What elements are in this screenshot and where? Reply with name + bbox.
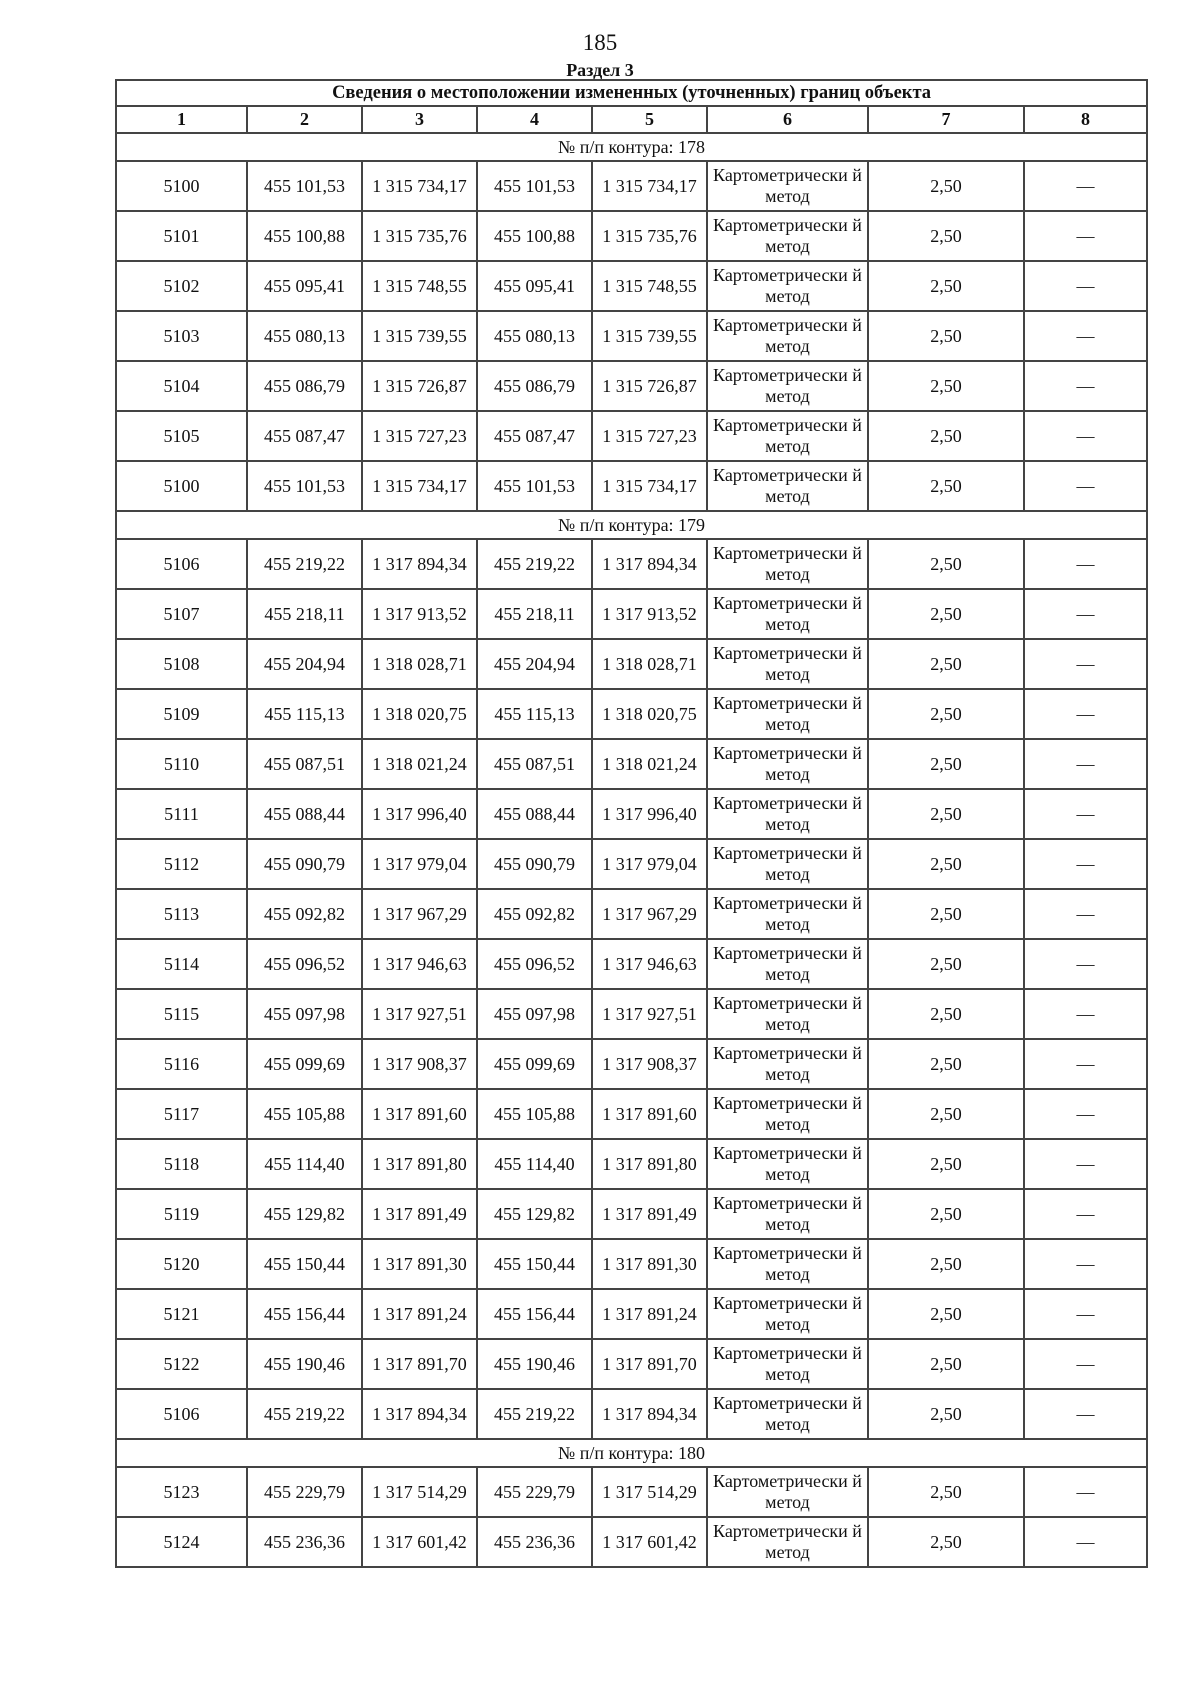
- table-row: [116, 639, 1147, 689]
- table-row: [116, 1289, 1147, 1339]
- point-number-cell: 5121: [116, 1289, 247, 1339]
- y-new-cell: 1 317 894,34: [592, 1389, 707, 1439]
- table-row: [116, 989, 1147, 1039]
- method-cell: Картометрически й метод: [707, 639, 868, 689]
- description-cell: —: [1024, 1039, 1147, 1089]
- column-header-row: [116, 106, 1147, 133]
- column-header: 1: [116, 106, 247, 133]
- table-row: [116, 411, 1147, 461]
- method-cell: Картометрически й метод: [707, 889, 868, 939]
- point-number-cell: 5103: [116, 311, 247, 361]
- x-old-cell: 455 100,88: [247, 211, 362, 261]
- page-number: 185: [582, 30, 618, 55]
- description-cell: —: [1024, 1339, 1147, 1389]
- method-cell: Картометрически й метод: [707, 839, 868, 889]
- x-new-cell: 455 156,44: [477, 1289, 592, 1339]
- table-row: [116, 1339, 1147, 1389]
- table-row: [116, 689, 1147, 739]
- column-header: 8: [1024, 106, 1147, 133]
- y-new-cell: 1 317 891,49: [592, 1189, 707, 1239]
- x-new-cell: 455 095,41: [477, 261, 592, 311]
- x-new-cell: 455 229,79: [477, 1467, 592, 1517]
- point-number-cell: 5113: [116, 889, 247, 939]
- y-new-cell: 1 317 927,51: [592, 989, 707, 1039]
- column-header: 2: [247, 106, 362, 133]
- point-number-cell: 5120: [116, 1239, 247, 1289]
- point-number-cell: 5108: [116, 639, 247, 689]
- y-old-cell: 1 317 891,60: [362, 1089, 477, 1139]
- y-old-cell: 1 317 894,34: [362, 539, 477, 589]
- point-number-cell: 5123: [116, 1467, 247, 1517]
- y-old-cell: 1 315 735,76: [362, 211, 477, 261]
- point-number-cell: 5117: [116, 1089, 247, 1139]
- column-header: 5: [592, 106, 707, 133]
- y-new-cell: 1 317 891,24: [592, 1289, 707, 1339]
- method-cell: Картометрически й метод: [707, 1039, 868, 1089]
- point-number-cell: 5102: [116, 261, 247, 311]
- x-old-cell: 455 099,69: [247, 1039, 362, 1089]
- table-title: Сведения о местоположении измененных (уточненных) границ объекта: [116, 80, 1147, 106]
- table-title-row: [116, 80, 1147, 106]
- x-old-cell: 455 087,47: [247, 411, 362, 461]
- method-cell: Картометрически й метод: [707, 589, 868, 639]
- x-old-cell: 455 105,88: [247, 1089, 362, 1139]
- y-old-cell: 1 317 891,80: [362, 1139, 477, 1189]
- y-new-cell: 1 315 726,87: [592, 361, 707, 411]
- accuracy-cell: 2,50: [868, 1239, 1024, 1289]
- x-old-cell: 455 086,79: [247, 361, 362, 411]
- accuracy-cell: 2,50: [868, 739, 1024, 789]
- method-cell: Картометрически й метод: [707, 211, 868, 261]
- method-cell: Картометрически й метод: [707, 989, 868, 1039]
- accuracy-cell: 2,50: [868, 1389, 1024, 1439]
- x-new-cell: 455 190,46: [477, 1339, 592, 1389]
- accuracy-cell: 2,50: [868, 361, 1024, 411]
- description-cell: —: [1024, 1089, 1147, 1139]
- accuracy-cell: 2,50: [868, 889, 1024, 939]
- column-header: 4: [477, 106, 592, 133]
- description-cell: —: [1024, 1389, 1147, 1439]
- table-row: [116, 361, 1147, 411]
- method-cell: Картометрически й метод: [707, 1189, 868, 1239]
- point-number-cell: 5106: [116, 1389, 247, 1439]
- accuracy-cell: 2,50: [868, 161, 1024, 211]
- description-cell: —: [1024, 311, 1147, 361]
- accuracy-cell: 2,50: [868, 211, 1024, 261]
- point-number-cell: 5124: [116, 1517, 247, 1567]
- table-row: [116, 1089, 1147, 1139]
- table-row: [116, 461, 1147, 511]
- description-cell: —: [1024, 739, 1147, 789]
- method-cell: Картометрически й метод: [707, 461, 868, 511]
- column-header: 6: [707, 106, 868, 133]
- method-cell: Картометрически й метод: [707, 1339, 868, 1389]
- description-cell: —: [1024, 889, 1147, 939]
- method-cell: Картометрически й метод: [707, 789, 868, 839]
- x-old-cell: 455 115,13: [247, 689, 362, 739]
- accuracy-cell: 2,50: [868, 1189, 1024, 1239]
- y-new-cell: 1 317 913,52: [592, 589, 707, 639]
- y-new-cell: 1 318 020,75: [592, 689, 707, 739]
- y-old-cell: 1 317 601,42: [362, 1517, 477, 1567]
- x-old-cell: 455 101,53: [247, 461, 362, 511]
- x-new-cell: 455 236,36: [477, 1517, 592, 1567]
- y-new-cell: 1 317 514,29: [592, 1467, 707, 1517]
- contour-row: [116, 511, 1147, 539]
- point-number-cell: 5106: [116, 539, 247, 589]
- description-cell: —: [1024, 539, 1147, 589]
- contour-label: № п/п контура: 179: [116, 511, 1147, 539]
- x-old-cell: 455 129,82: [247, 1189, 362, 1239]
- table-body: [116, 80, 1147, 1567]
- y-new-cell: 1 317 908,37: [592, 1039, 707, 1089]
- accuracy-cell: 2,50: [868, 989, 1024, 1039]
- y-old-cell: 1 317 894,34: [362, 1389, 477, 1439]
- y-new-cell: 1 315 735,76: [592, 211, 707, 261]
- description-cell: —: [1024, 1467, 1147, 1517]
- table-row: [116, 739, 1147, 789]
- x-new-cell: 455 218,11: [477, 589, 592, 639]
- y-old-cell: 1 318 020,75: [362, 689, 477, 739]
- x-old-cell: 455 101,53: [247, 161, 362, 211]
- point-number-cell: 5118: [116, 1139, 247, 1189]
- y-new-cell: 1 317 979,04: [592, 839, 707, 889]
- method-cell: Картометрически й метод: [707, 689, 868, 739]
- x-new-cell: 455 219,22: [477, 1389, 592, 1439]
- description-cell: —: [1024, 361, 1147, 411]
- point-number-cell: 5105: [116, 411, 247, 461]
- y-old-cell: 1 317 979,04: [362, 839, 477, 889]
- accuracy-cell: 2,50: [868, 1467, 1024, 1517]
- y-old-cell: 1 315 734,17: [362, 461, 477, 511]
- x-old-cell: 455 219,22: [247, 539, 362, 589]
- method-cell: Картометрически й метод: [707, 161, 868, 211]
- y-old-cell: 1 315 739,55: [362, 311, 477, 361]
- point-number-cell: 5104: [116, 361, 247, 411]
- x-old-cell: 455 190,46: [247, 1339, 362, 1389]
- method-cell: Картометрически й метод: [707, 1139, 868, 1189]
- y-old-cell: 1 315 734,17: [362, 161, 477, 211]
- accuracy-cell: 2,50: [868, 1139, 1024, 1189]
- y-old-cell: 1 317 913,52: [362, 589, 477, 639]
- table-row: [116, 311, 1147, 361]
- description-cell: —: [1024, 839, 1147, 889]
- point-number-cell: 5122: [116, 1339, 247, 1389]
- contour-label: № п/п контура: 178: [116, 133, 1147, 161]
- point-number-cell: 5116: [116, 1039, 247, 1089]
- description-cell: —: [1024, 1189, 1147, 1239]
- y-old-cell: 1 317 967,29: [362, 889, 477, 939]
- table-row: [116, 1039, 1147, 1089]
- method-cell: Картометрически й метод: [707, 1517, 868, 1567]
- y-old-cell: 1 317 891,49: [362, 1189, 477, 1239]
- y-new-cell: 1 317 891,60: [592, 1089, 707, 1139]
- description-cell: —: [1024, 989, 1147, 1039]
- y-old-cell: 1 317 891,30: [362, 1239, 477, 1289]
- point-number-cell: 5109: [116, 689, 247, 739]
- x-old-cell: 455 087,51: [247, 739, 362, 789]
- x-new-cell: 455 097,98: [477, 989, 592, 1039]
- method-cell: Картометрически й метод: [707, 1239, 868, 1289]
- description-cell: —: [1024, 939, 1147, 989]
- column-header: 3: [362, 106, 477, 133]
- table-row: [116, 211, 1147, 261]
- x-new-cell: 455 087,47: [477, 411, 592, 461]
- y-new-cell: 1 317 967,29: [592, 889, 707, 939]
- accuracy-cell: 2,50: [868, 839, 1024, 889]
- point-number-cell: 5112: [116, 839, 247, 889]
- description-cell: —: [1024, 461, 1147, 511]
- point-number-cell: 5100: [116, 461, 247, 511]
- accuracy-cell: 2,50: [868, 639, 1024, 689]
- accuracy-cell: 2,50: [868, 1289, 1024, 1339]
- x-new-cell: 455 101,53: [477, 461, 592, 511]
- x-new-cell: 455 150,44: [477, 1239, 592, 1289]
- x-old-cell: 455 218,11: [247, 589, 362, 639]
- table-row: [116, 539, 1147, 589]
- column-header: 7: [868, 106, 1024, 133]
- y-old-cell: 1 317 927,51: [362, 989, 477, 1039]
- x-new-cell: 455 080,13: [477, 311, 592, 361]
- x-old-cell: 455 236,36: [247, 1517, 362, 1567]
- y-new-cell: 1 317 891,80: [592, 1139, 707, 1189]
- point-number-cell: 5111: [116, 789, 247, 839]
- x-new-cell: 455 090,79: [477, 839, 592, 889]
- table-row: [116, 1467, 1147, 1517]
- section-title: Раздел 3: [566, 60, 634, 80]
- description-cell: —: [1024, 1289, 1147, 1339]
- description-cell: —: [1024, 689, 1147, 739]
- y-old-cell: 1 318 028,71: [362, 639, 477, 689]
- table-row: [116, 939, 1147, 989]
- x-old-cell: 455 080,13: [247, 311, 362, 361]
- y-old-cell: 1 317 891,70: [362, 1339, 477, 1389]
- accuracy-cell: 2,50: [868, 689, 1024, 739]
- contour-row: [116, 1439, 1147, 1467]
- x-new-cell: 455 204,94: [477, 639, 592, 689]
- y-new-cell: 1 318 028,71: [592, 639, 707, 689]
- accuracy-cell: 2,50: [868, 539, 1024, 589]
- accuracy-cell: 2,50: [868, 261, 1024, 311]
- method-cell: Картометрически й метод: [707, 1389, 868, 1439]
- x-old-cell: 455 096,52: [247, 939, 362, 989]
- y-old-cell: 1 315 748,55: [362, 261, 477, 311]
- y-old-cell: 1 317 908,37: [362, 1039, 477, 1089]
- y-new-cell: 1 317 601,42: [592, 1517, 707, 1567]
- x-old-cell: 455 204,94: [247, 639, 362, 689]
- y-new-cell: 1 317 891,70: [592, 1339, 707, 1389]
- y-new-cell: 1 315 748,55: [592, 261, 707, 311]
- x-new-cell: 455 086,79: [477, 361, 592, 411]
- table-row: [116, 789, 1147, 839]
- accuracy-cell: 2,50: [868, 1517, 1024, 1567]
- table-row: [116, 839, 1147, 889]
- table-row: [116, 1517, 1147, 1567]
- x-old-cell: 455 156,44: [247, 1289, 362, 1339]
- x-new-cell: 455 092,82: [477, 889, 592, 939]
- y-new-cell: 1 315 727,23: [592, 411, 707, 461]
- boundary-table: [115, 79, 1148, 1568]
- x-old-cell: 455 097,98: [247, 989, 362, 1039]
- x-new-cell: 455 114,40: [477, 1139, 592, 1189]
- x-new-cell: 455 115,13: [477, 689, 592, 739]
- y-old-cell: 1 318 021,24: [362, 739, 477, 789]
- x-new-cell: 455 100,88: [477, 211, 592, 261]
- x-old-cell: 455 088,44: [247, 789, 362, 839]
- description-cell: —: [1024, 589, 1147, 639]
- method-cell: Картометрически й метод: [707, 1289, 868, 1339]
- description-cell: —: [1024, 789, 1147, 839]
- y-new-cell: 1 315 734,17: [592, 461, 707, 511]
- y-new-cell: 1 317 946,63: [592, 939, 707, 989]
- accuracy-cell: 2,50: [868, 789, 1024, 839]
- contour-row: [116, 133, 1147, 161]
- y-new-cell: 1 317 891,30: [592, 1239, 707, 1289]
- accuracy-cell: 2,50: [868, 939, 1024, 989]
- table-row: [116, 1239, 1147, 1289]
- table-row: [116, 1139, 1147, 1189]
- description-cell: —: [1024, 1239, 1147, 1289]
- x-new-cell: 455 088,44: [477, 789, 592, 839]
- table-row: [116, 889, 1147, 939]
- accuracy-cell: 2,50: [868, 461, 1024, 511]
- x-old-cell: 455 229,79: [247, 1467, 362, 1517]
- method-cell: Картометрически й метод: [707, 1467, 868, 1517]
- method-cell: Картометрически й метод: [707, 539, 868, 589]
- point-number-cell: 5101: [116, 211, 247, 261]
- y-new-cell: 1 315 739,55: [592, 311, 707, 361]
- x-new-cell: 455 129,82: [477, 1189, 592, 1239]
- description-cell: —: [1024, 261, 1147, 311]
- x-old-cell: 455 219,22: [247, 1389, 362, 1439]
- point-number-cell: 5115: [116, 989, 247, 1039]
- table-row: [116, 161, 1147, 211]
- point-number-cell: 5110: [116, 739, 247, 789]
- description-cell: —: [1024, 211, 1147, 261]
- description-cell: —: [1024, 639, 1147, 689]
- accuracy-cell: 2,50: [868, 311, 1024, 361]
- point-number-cell: 5119: [116, 1189, 247, 1239]
- y-old-cell: 1 315 727,23: [362, 411, 477, 461]
- accuracy-cell: 2,50: [868, 1339, 1024, 1389]
- accuracy-cell: 2,50: [868, 1039, 1024, 1089]
- method-cell: Картометрически й метод: [707, 939, 868, 989]
- accuracy-cell: 2,50: [868, 589, 1024, 639]
- method-cell: Картометрически й метод: [707, 411, 868, 461]
- y-old-cell: 1 315 726,87: [362, 361, 477, 411]
- y-new-cell: 1 315 734,17: [592, 161, 707, 211]
- description-cell: —: [1024, 411, 1147, 461]
- description-cell: —: [1024, 1139, 1147, 1189]
- x-new-cell: 455 219,22: [477, 539, 592, 589]
- description-cell: —: [1024, 161, 1147, 211]
- point-number-cell: 5107: [116, 589, 247, 639]
- point-number-cell: 5114: [116, 939, 247, 989]
- x-old-cell: 455 090,79: [247, 839, 362, 889]
- method-cell: Картометрически й метод: [707, 361, 868, 411]
- x-new-cell: 455 099,69: [477, 1039, 592, 1089]
- y-old-cell: 1 317 946,63: [362, 939, 477, 989]
- y-new-cell: 1 317 996,40: [592, 789, 707, 839]
- y-new-cell: 1 318 021,24: [592, 739, 707, 789]
- y-old-cell: 1 317 996,40: [362, 789, 477, 839]
- method-cell: Картометрически й метод: [707, 739, 868, 789]
- y-new-cell: 1 317 894,34: [592, 539, 707, 589]
- method-cell: Картометрически й метод: [707, 261, 868, 311]
- x-new-cell: 455 096,52: [477, 939, 592, 989]
- x-old-cell: 455 150,44: [247, 1239, 362, 1289]
- y-old-cell: 1 317 514,29: [362, 1467, 477, 1517]
- description-cell: —: [1024, 1517, 1147, 1567]
- accuracy-cell: 2,50: [868, 1089, 1024, 1139]
- table-row: [116, 589, 1147, 639]
- x-new-cell: 455 105,88: [477, 1089, 592, 1139]
- accuracy-cell: 2,50: [868, 411, 1024, 461]
- point-number-cell: 5100: [116, 161, 247, 211]
- x-new-cell: 455 101,53: [477, 161, 592, 211]
- x-old-cell: 455 114,40: [247, 1139, 362, 1189]
- contour-label: № п/п контура: 180: [116, 1439, 1147, 1467]
- table-row: [116, 1189, 1147, 1239]
- y-old-cell: 1 317 891,24: [362, 1289, 477, 1339]
- method-cell: Картометрически й метод: [707, 1089, 868, 1139]
- table-row: [116, 261, 1147, 311]
- x-old-cell: 455 095,41: [247, 261, 362, 311]
- method-cell: Картометрически й метод: [707, 311, 868, 361]
- x-old-cell: 455 092,82: [247, 889, 362, 939]
- x-new-cell: 455 087,51: [477, 739, 592, 789]
- table-row: [116, 1389, 1147, 1439]
